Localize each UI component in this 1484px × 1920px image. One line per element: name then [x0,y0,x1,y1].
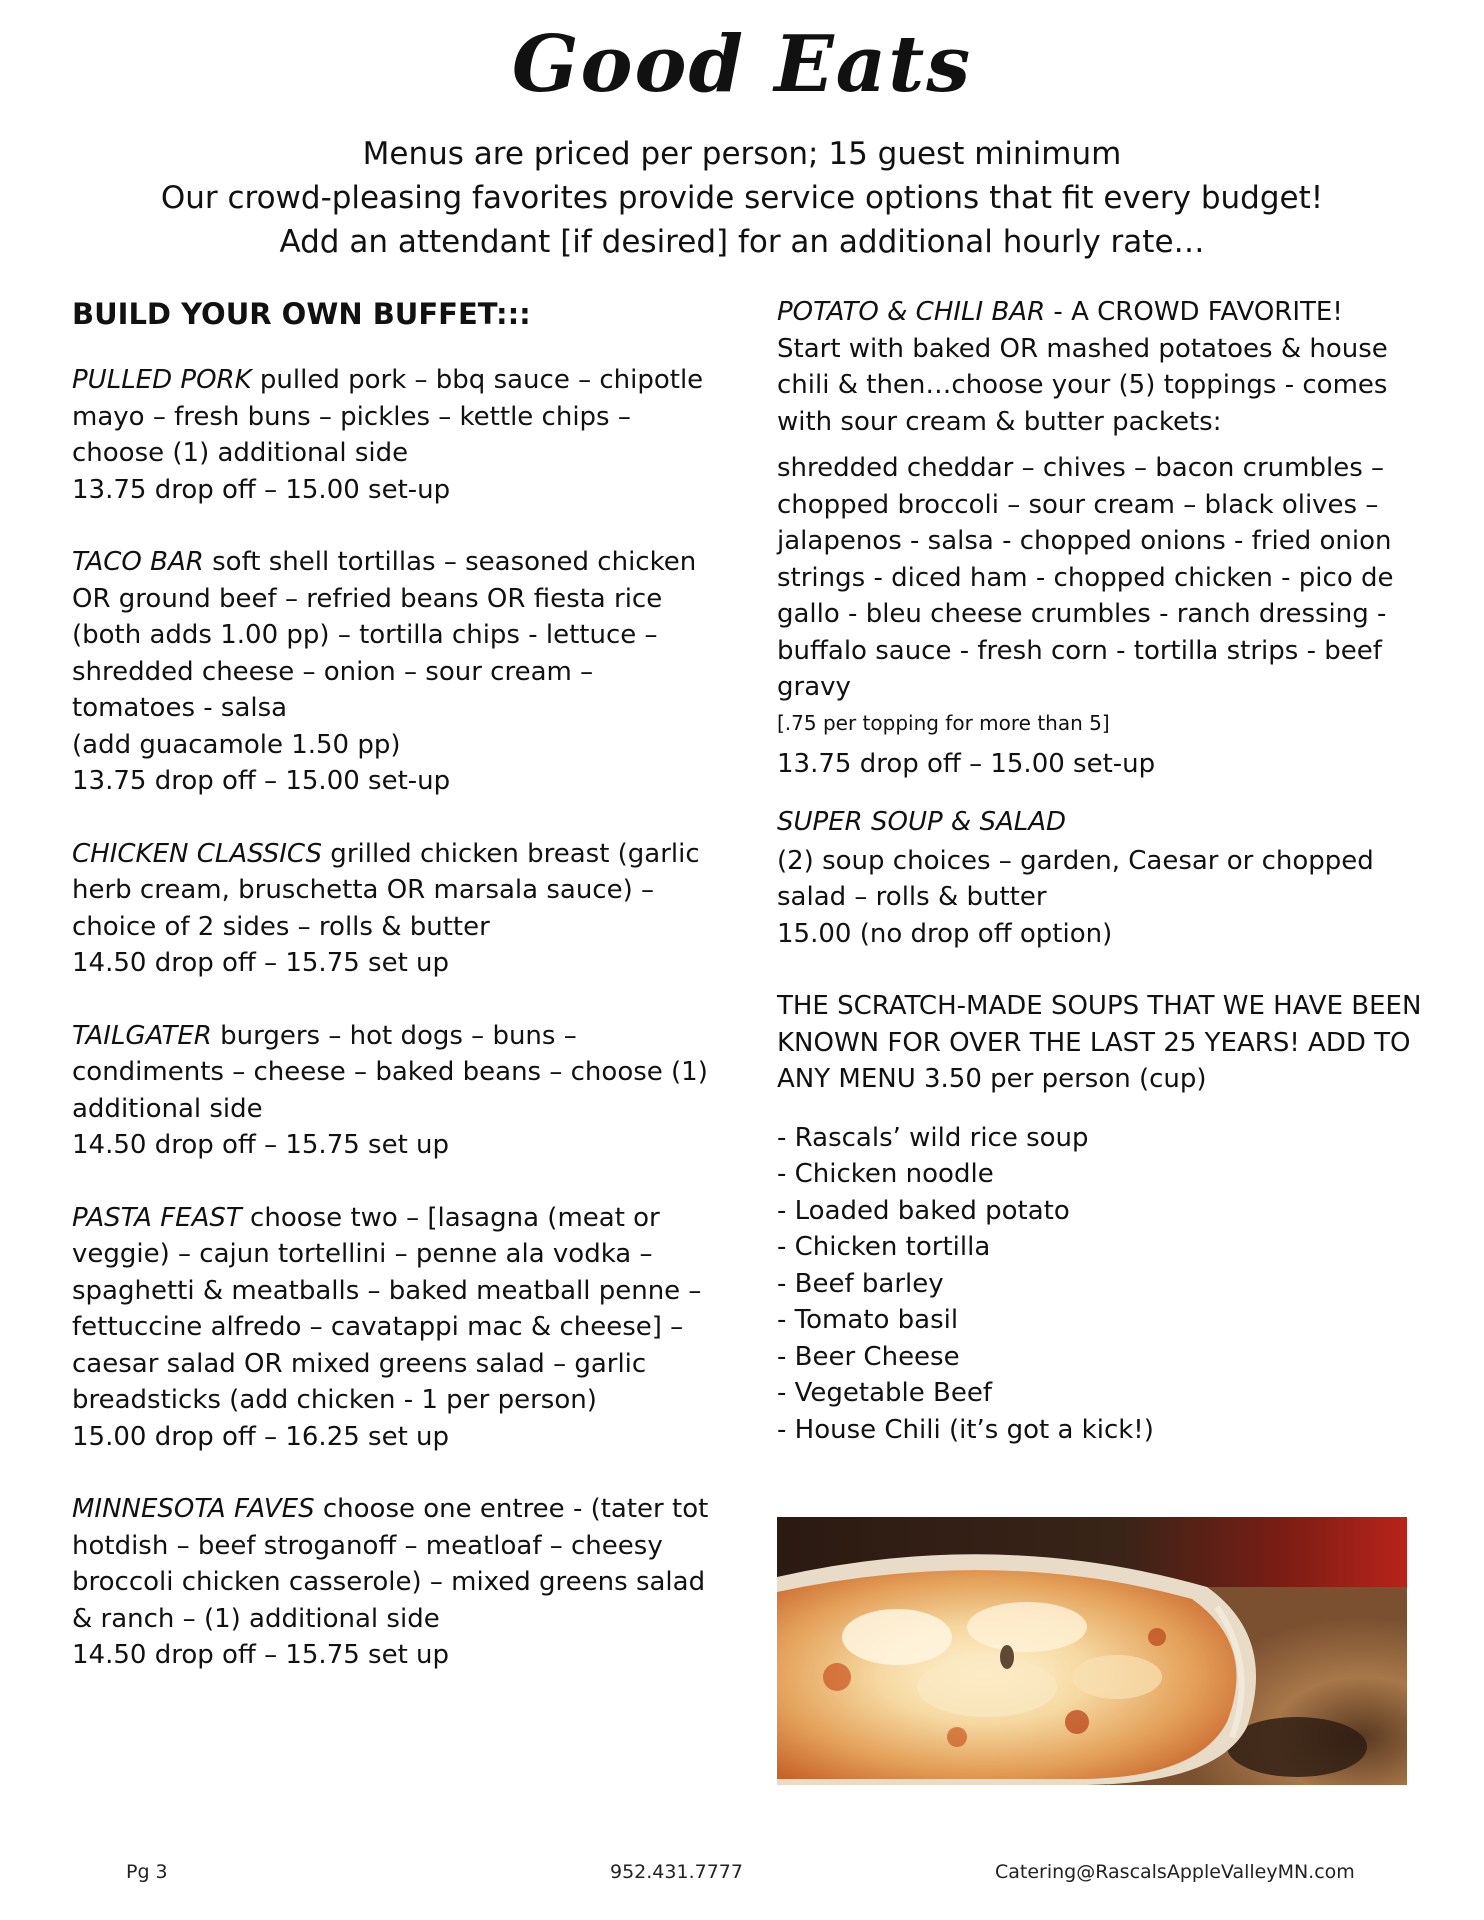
list-item: - Chicken tortilla [777,1232,991,1262]
topping-price-note: [.75 per topping for more than 5] [777,710,1110,735]
list-item: - Rascals’ wild rice soup [777,1122,1089,1153]
baked-pasta-photo [777,1517,1407,1785]
soup-salad-item [777,843,1432,953]
menu-item-name: POTATO & CHILI BAR [777,297,1046,327]
potato-chili-heading [777,294,1432,331]
potato-chili-intro: Start with baked OR mashed potatoes & house chili & then…choose your (5) toppings - comes with sour cream & butter packets: [777,333,1388,437]
intro-line: Menus are priced per person; 15 guest minimum [362,136,1122,172]
menu-item-description: (2) soup choices – garden, Caesar or chopped salad – rolls & butter [777,845,1374,912]
potato-chili-toppings: shredded cheddar – chives – bacon crumbles – chopped broccoli – sour cream – black olives – jalapenos - salsa - chopped onions - fried onion strings - diced ham - chopped chicken - pico de gallo - bleu cheese crumbles - ranch dressing - buffalo sauce - fresh corn - tortilla strips - beef gravy [777,453,1394,702]
menu-item-tagline: - A CROWD FAVORITE! [1045,297,1343,327]
menu-item-addon: (add guacamole 1.50 pp) [72,729,401,760]
soup-salad-heading: SUPER SOUP & SALAD [777,807,1067,837]
list-item: - House Chili (it’s got a kick!) [777,1414,1154,1445]
menu-item-price: 14.50 drop off – 15.75 set up [72,948,450,978]
buffet-heading: BUILD YOUR OWN BUFFET::: [72,297,531,331]
menu-item-name: PASTA FEAST [72,1202,242,1233]
menu-item-name: TAILGATER [72,1020,212,1051]
buffet-column [72,294,722,1710]
menu-item-tailgater [72,1018,722,1164]
list-item: - Beef barley [777,1268,944,1299]
list-item: - Loaded baked potato [777,1195,1070,1226]
menu-item-price: 13.75 drop off – 15.00 set-up [777,748,1156,779]
menu-item-price: 15.00 (no drop off option) [777,918,1113,949]
contact-email: Catering@RascalsAppleValleyMN.com [995,1861,1355,1883]
page-number: Pg 3 [126,1861,168,1883]
page-title: Good Eats [511,19,973,110]
intro-line: Our crowd-pleasing favorites provide service options that fit every budget! [160,180,1324,216]
menu-item-description: choose one entree - (tater tot hotdish – beef stroganoff – meatloaf – cheesy broccoli chicken casserole) – mixed greens salad & ranch – (1) additional side [72,1494,709,1634]
list-item: - Tomato basil [777,1305,959,1335]
list-item: - Chicken noodle [777,1159,994,1189]
menu-item-name: TACO BAR [72,547,204,577]
list-item: - Vegetable Beef [777,1378,993,1408]
menu-item-name: CHICKEN CLASSICS [72,838,323,869]
soup-list [777,1120,1432,1449]
phone-number: 952.431.7777 [610,1861,743,1883]
menu-item-price: 14.50 drop off – 15.75 set up [72,1640,450,1670]
menu-item-pulled-pork [72,362,722,508]
menu-item-description: choose two – [lasagna (meat or veggie) – cajun tortellini – penne ala vodka – spaghetti & meatballs – baked meatball penne – fettuccine alfredo – cavatappi mac & cheese] – caesar salad OR mixed greens salad – garlic breadsticks (add chicken - 1 per person) [72,1202,702,1415]
intro-line: Add an attendant [if desired] for an additional hourly rate… [279,224,1205,260]
menu-item-price: 15.00 drop off – 16.25 set up [72,1421,450,1452]
scratch-soups-text: THE SCRATCH-MADE SOUPS THAT WE HAVE BEEN KNOWN FOR OVER THE LAST 25 YEARS! ADD TO ANY MENU 3.50 per person (cup) [777,991,1422,1094]
menu-item-description: soft shell tortillas – seasoned chicken OR ground beef – refried beans OR fiesta rice (both adds 1.00 pp) – tortilla chips - lettuce – shredded cheese – onion – sour cream – tomatoes - salsa [72,547,697,723]
menu-item-chicken-classics [72,836,722,982]
menu-item-name: PULLED PORK [72,365,252,395]
menu-item-pasta-feast [72,1200,722,1456]
list-item: - Beer Cheese [777,1341,960,1372]
menu-item-description: grilled chicken breast (garlic herb cream, bruschetta OR marsala sauce) – choice of 2 sides – rolls & butter [72,838,700,942]
menu-item-taco-bar [72,544,722,800]
menu-item-price: 14.50 drop off – 15.75 set up [72,1130,450,1160]
menu-item-description: pulled pork – bbq sauce – chipotle mayo – fresh buns – pickles – kettle chips – choose (1) additional side [72,365,704,468]
specials-column [777,294,1432,1448]
menu-item-price: 13.75 drop off – 15.00 set-up [72,474,451,505]
intro-text [0,132,1484,264]
menu-item-minnesota-faves [72,1491,722,1674]
menu-item-price: 13.75 drop off – 15.00 set-up [72,766,451,796]
menu-item-name: MINNESOTA FAVES [72,1494,315,1524]
menu-item-description: burgers – hot dogs – buns – condiments – cheese – baked beans – choose (1) additional side [72,1020,708,1124]
